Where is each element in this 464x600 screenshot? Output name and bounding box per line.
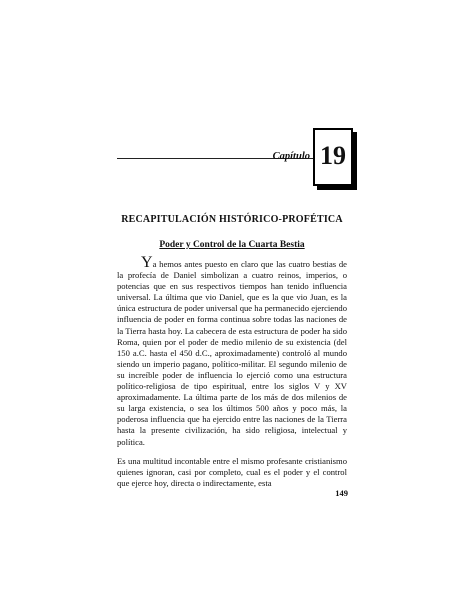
section-title: RECAPITULACIÓN HISTÓRICO-PROFÉTICA (121, 214, 343, 225)
chapter-label: Capítulo (272, 151, 310, 162)
paragraph-1-text: a hemos antes puesto en claro que las cuatro bestias de la profecía de Daniel simbolizan a cuatro reinos, imperios, o potencias que en sus respectivos tiempos han tenido influencia universal. La última que vio Daniel, que es la que vio Juan, es la única estructura de poder universal que ha permanecido ejerciendo influencia de poder en forma continua sobre todas las naciones de la Tierra hasta hoy. La cabecera de esta estructura de poder ha sido Roma, quien por el poder de medio milenio de su existencia (del 150 a.C. hasta el 450 d.C., aproximadamente) controló al mundo siendo un imperio pagano, político-militar. El segundo milenio de su increíble poder de influencia lo ejerció como una estructura político-religiosa de tipo espiritual, entre los siglos V y XV aproximadamente. La última parte de los más de dos milenios de su larga existencia, o sea los últimos 500 años y poco más, la poderosa influencia que ha ejercido entre las naciones de la Tierra hasta la presente civilización, ha sido religiosa, intelectual y política. (117, 259, 347, 447)
paragraph-1 (117, 254, 347, 448)
section-subtitle: Poder y Control de la Cuarta Bestia (159, 240, 305, 250)
body-text (117, 254, 347, 497)
chapter-number: 19 (320, 141, 346, 170)
paragraph-2: Es una multitud incontable entre el mismo profesante cristianismo quienes ignoran, casi por completo, cual es el poder y el control que ejerce hoy, directa o indirectamente, esta (117, 455, 347, 488)
chapter-number-box (313, 128, 353, 186)
drop-cap: Y (141, 254, 153, 271)
page-number: 149 (335, 488, 348, 498)
